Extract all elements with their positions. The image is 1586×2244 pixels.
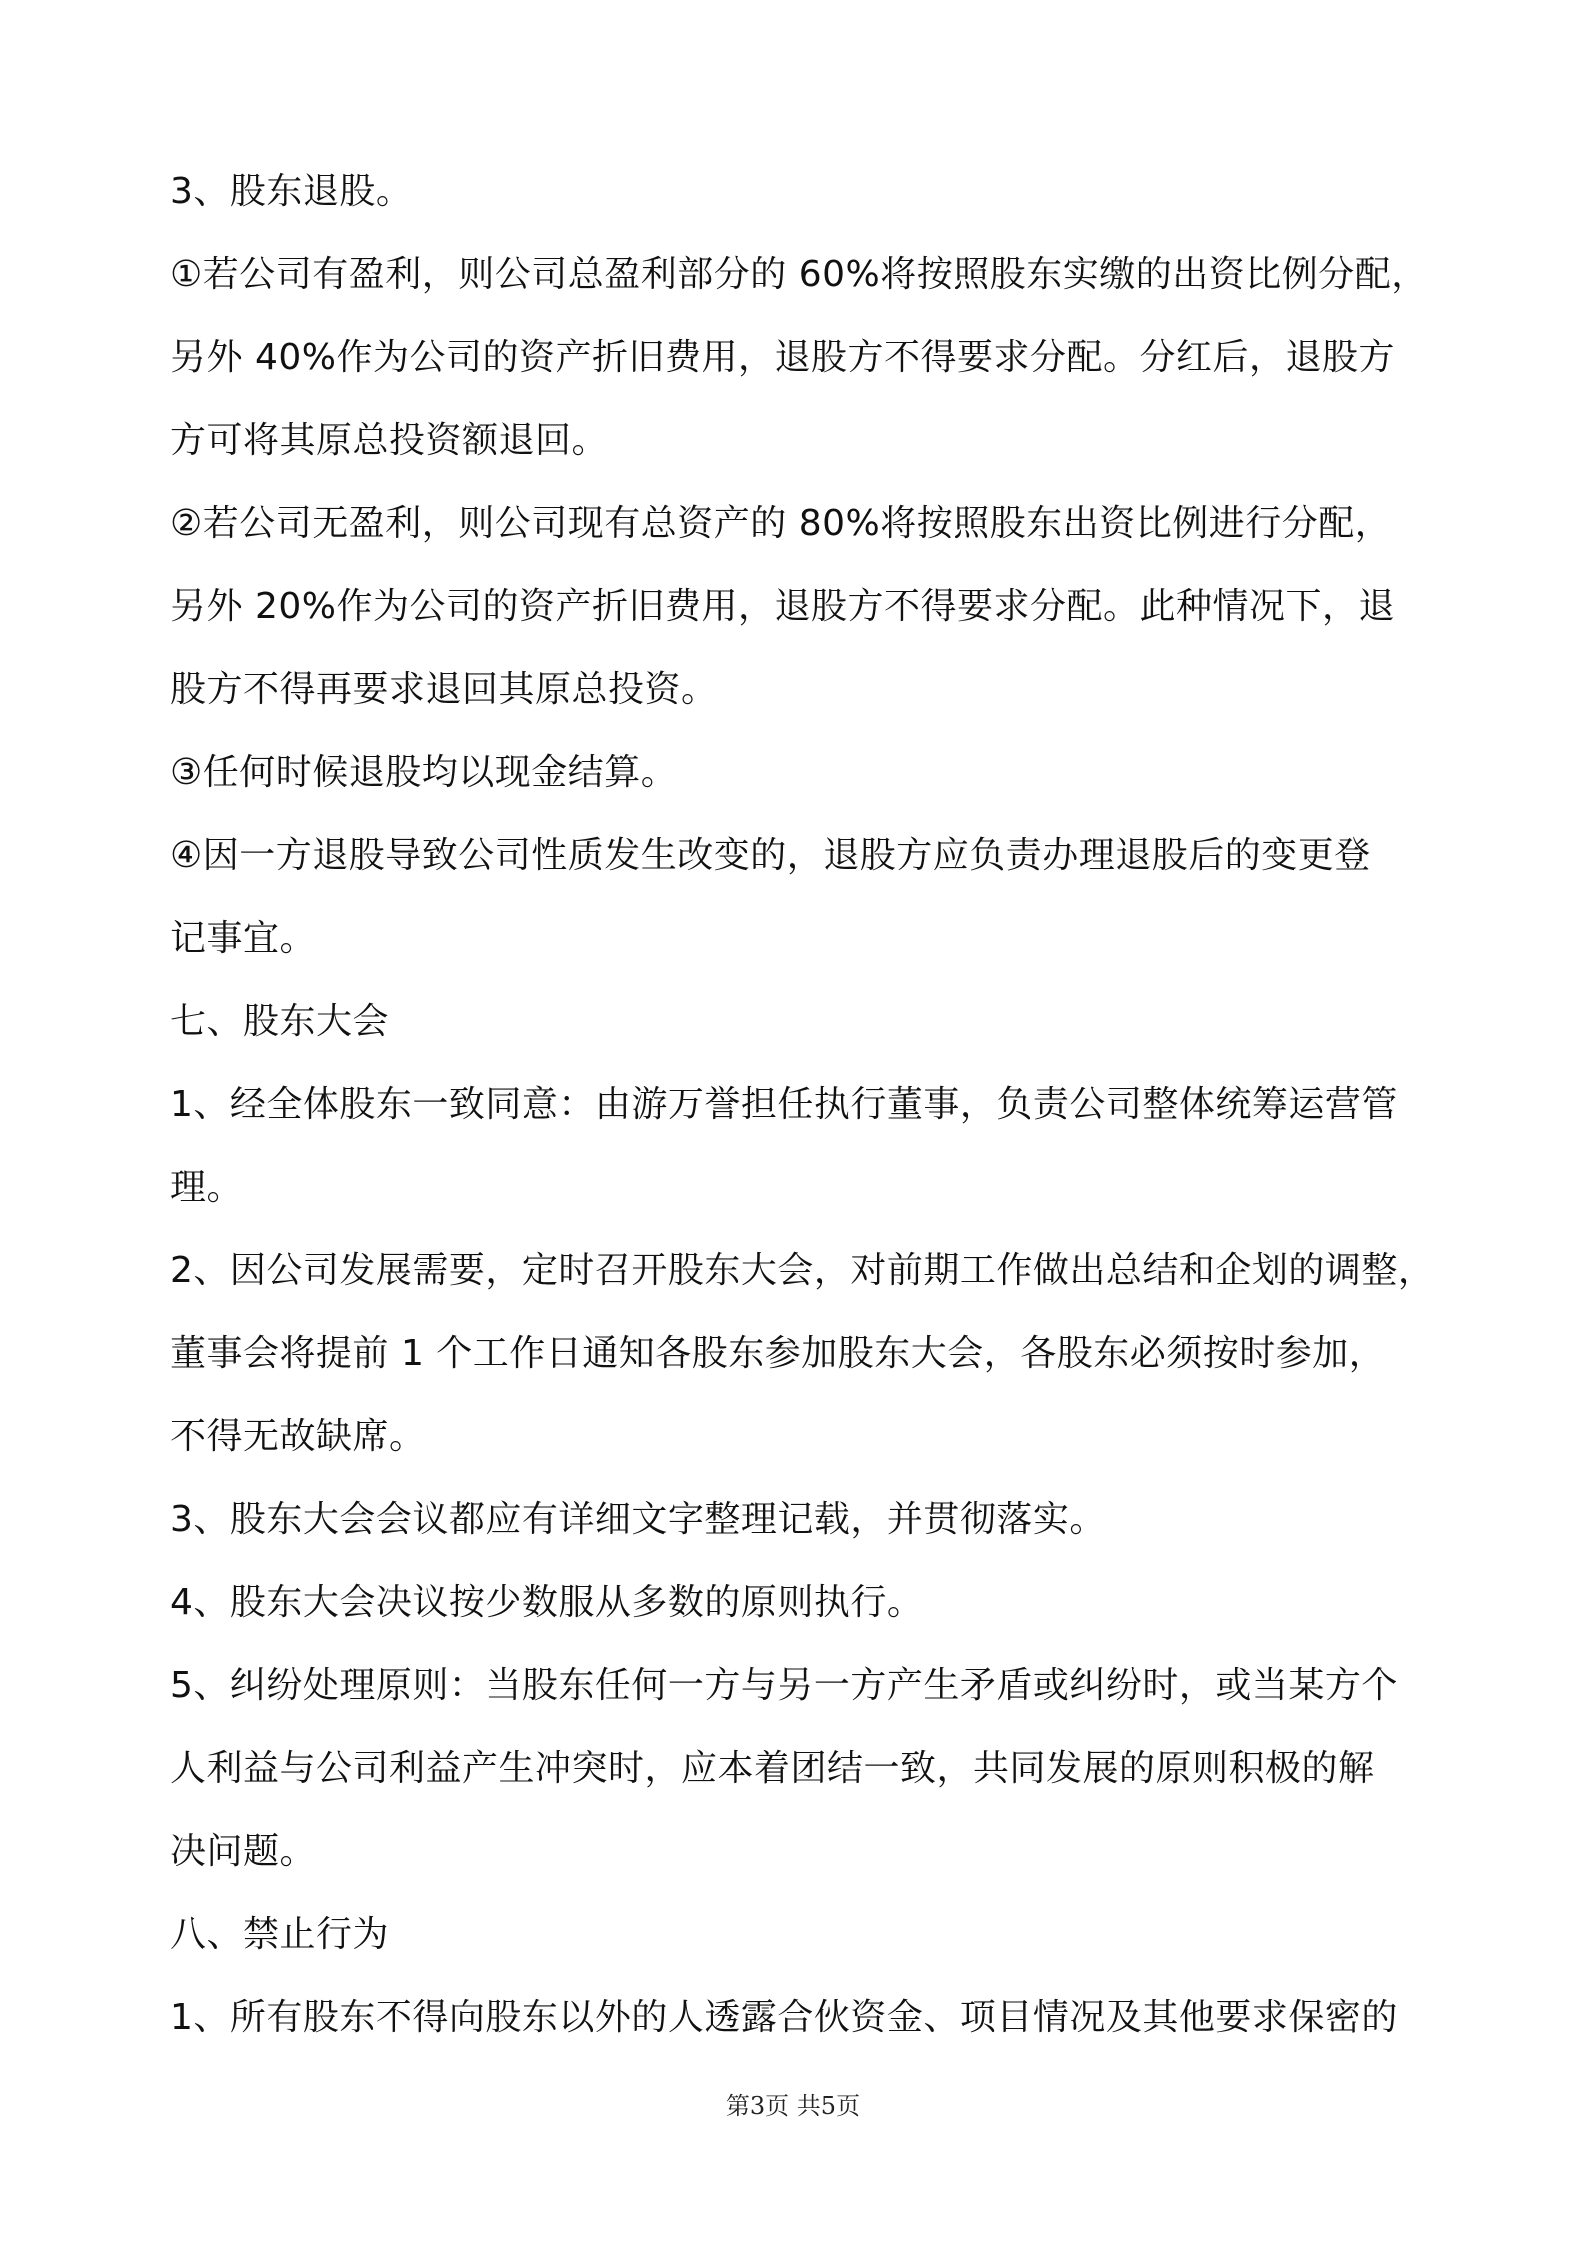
text-line: 另外 40%作为公司的资产折旧费用，退股方不得要求分配。分红后，退股方 — [170, 337, 1395, 378]
text-line: 方可将其原总投资额退回。 — [170, 420, 609, 461]
text-line: 董事会将提前 1 个工作日通知各股东参加股东大会，各股东必须按时参加， — [170, 1333, 1386, 1374]
text-line: ②若公司无盈利，则公司现有总资产的 80%将按照股东出资比例进行分配， — [170, 503, 1392, 544]
text-line: 3、股东大会会议都应有详细文字整理记载，并贯彻落实。 — [170, 1499, 1106, 1540]
text-line: 股方不得再要求退回其原总投资。 — [170, 669, 718, 710]
text-line: ③任何时候退股均以现金结算。 — [170, 752, 678, 793]
text-line: 1、所有股东不得向股东以外的人透露合伙资金、项目情况及其他要求保密的 — [170, 1997, 1398, 2038]
document-body — [170, 150, 1435, 2059]
text-line: 记事宜。 — [170, 918, 317, 959]
text-line: 理。 — [170, 1167, 244, 1208]
page-number: 第3页 共5页 — [725, 2092, 861, 2120]
section-heading: 七、股东大会 — [170, 1001, 390, 1042]
text-line: 人利益与公司利益产生冲突时，应本着团结一致，共同发展的原则积极的解 — [170, 1748, 1375, 1789]
section-heading: 八、禁止行为 — [170, 1914, 390, 1955]
text-line: 5、纠纷处理原则：当股东任何一方与另一方产生矛盾或纠纷时，或当某方个 — [170, 1665, 1398, 1706]
text-line: 1、经全体股东一致同意：由游万誉担任执行董事，负责公司整体统筹运营管 — [170, 1084, 1398, 1125]
text-line: ①若公司有盈利，则公司总盈利部分的 60%将按照股东实缴的出资比例分配， — [170, 254, 1428, 295]
text-line: ④因一方退股导致公司性质发生改变的，退股方应负责办理退股后的变更登 — [170, 835, 1371, 876]
text-line: 4、股东大会决议按少数服从多数的原则执行。 — [170, 1582, 924, 1623]
text-line: 2、因公司发展需要，定时召开股东大会，对前期工作做出总结和企划的调整， — [170, 1250, 1435, 1291]
text-line: 决问题。 — [170, 1831, 317, 1872]
text-line: 不得无故缺席。 — [170, 1416, 426, 1457]
text-line: 3、股东退股。 — [170, 171, 413, 212]
text-line: 另外 20%作为公司的资产折旧费用，退股方不得要求分配。此种情况下，退 — [170, 586, 1395, 627]
